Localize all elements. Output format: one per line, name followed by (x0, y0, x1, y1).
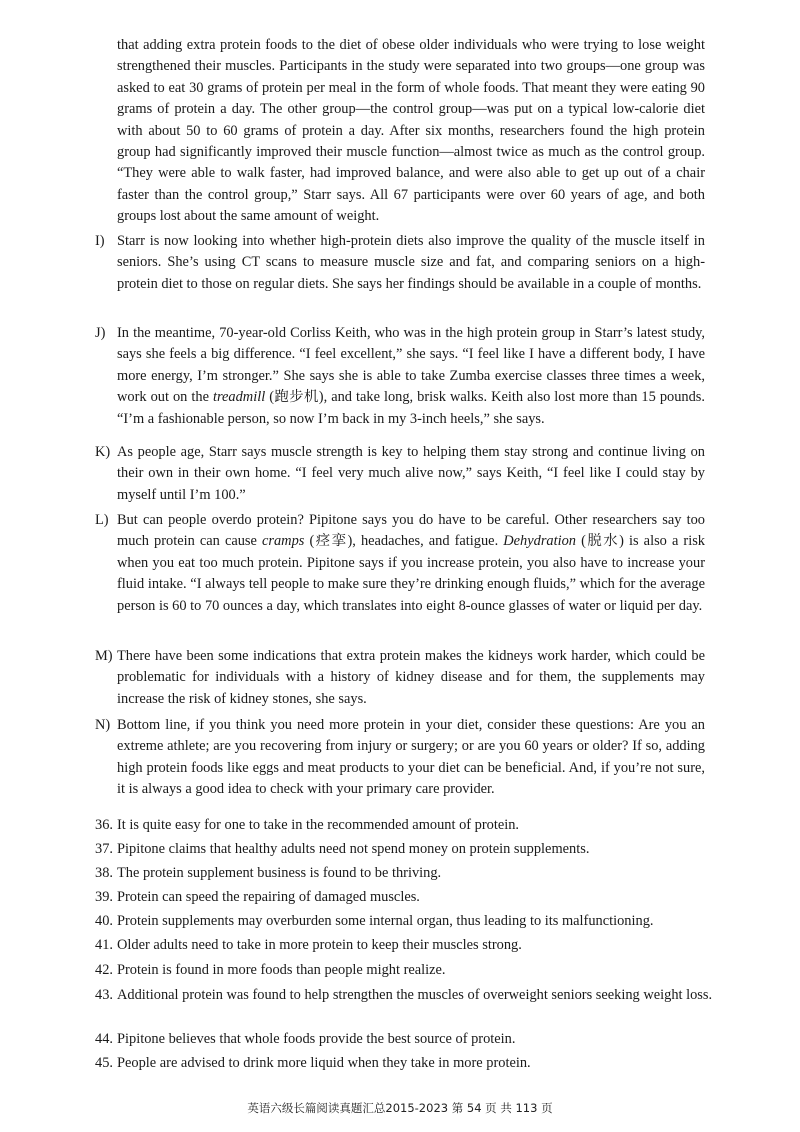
gloss: (跑步机) (265, 389, 324, 406)
question-text: It is quite easy for one to take in the recommended amount of protein. (117, 817, 520, 833)
paragraph-letter: I) (95, 233, 105, 249)
paragraph-letter: N) (95, 717, 111, 733)
question-text: Pipitone believes that whole foods provide the best source of protein. (117, 1031, 516, 1047)
gloss: (痉挛) (304, 533, 353, 550)
term-cramps: cramps (262, 533, 305, 550)
question-number: 40. (95, 913, 113, 929)
paragraph-letter: J) (95, 325, 106, 341)
paragraph-letter: L) (95, 512, 109, 528)
paragraph-j (95, 323, 705, 430)
question-number: 39. (95, 889, 113, 905)
paragraph-n (95, 715, 705, 801)
paragraph-k (95, 442, 705, 506)
paragraph-text: In the meantime, 70-year-old Corliss Keith, who was in the high protein group in Starr’s latest study, says she feels a big difference. “I feel excellent,” she says. “I feel like I have a different body, I have more energy, I’m stronger.” She says she is able to take Zumba exercise classes three times a week, work out on the treadmill (跑步机), and take long, brisk walks. Keith also lost more than 15 pounds. “I’m a fashionable person, so now I’m back in my 3-inch heels,” she says. (117, 325, 706, 427)
question-38 (95, 863, 715, 884)
question-text: Older adults need to take in more protein to keep their muscles strong. (117, 937, 522, 953)
term-dehydration: Dehydration (503, 533, 577, 550)
paragraph-l (95, 510, 705, 617)
question-42 (95, 960, 715, 981)
question-text: The protein supplement business is found to be thriving. (117, 865, 442, 881)
question-text: Protein can speed the repairing of damaged muscles. (117, 889, 420, 905)
question-39 (95, 887, 715, 908)
page-footer: 英语六级长篇阅读真题汇总2015-2023 第 54 页 共 113 页 (247, 1101, 553, 1115)
paragraph-letter: M) (95, 648, 113, 664)
question-36 (95, 815, 715, 836)
question-number: 42. (95, 962, 113, 978)
term-treadmill: treadmill (212, 389, 266, 406)
paragraph-letter: K) (95, 444, 111, 460)
question-text: Protein is found in more foods than people might realize. (117, 962, 446, 978)
paragraph-text: But can people overdo protein? Pipitone says you do have to be careful. Other researchers say too much protein can cause cramps (痉挛), headaches, and fatigue. Dehydration (脱水) is also a risk when you eat too much protein. Pipitone says if you increase protein, you also have to increase your fluid intake. “I always tell people to make sure they’re drinking enough fluids,” which for the average person is 60 to 70 ounces a day, which translates into eight 8-ounce glasses of water or liquid per day. (117, 512, 705, 614)
question-number: 41. (95, 937, 113, 953)
question-text: Pipitone claims that healthy adults need not spend money on protein supplements. (117, 841, 590, 857)
question-44 (95, 1029, 715, 1050)
question-number: 44. (95, 1031, 113, 1047)
paragraph-m (95, 646, 705, 710)
intro-paragraph: that adding extra protein foods to the diet of obese older individuals who were trying to lose weight strengthened their muscles. Participants in the study were separated into two groups—one group was asked to eat 30 grams of protein per meal in the form of whole foods. That meant they were eating 90 grams of protein a day. The other group—the control group—was put on a typical low-calorie diet with about 50 to 60 grams of protein a day. After six months, researchers found the high protein group had significantly improved their muscle function—almost twice as much as the control group. “They were able to walk faster, had improved balance, and were also able to get up out of a chair faster than the control group,” Starr says. All 67 participants were over 60 years of age, and both groups lost about the same amount of weight. (117, 37, 705, 225)
question-number: 45. (95, 1055, 113, 1071)
question-text: People are advised to drink more liquid when they take in more protein. (117, 1055, 531, 1071)
question-number: 37. (95, 841, 113, 857)
question-number: 43. (95, 987, 113, 1003)
paragraph-text: There have been some indications that extra protein makes the kidneys work harder, which could be problematic for individuals with a history of kidney disease and for them, the supplements may increase the risk of kidney stones, she says. (117, 648, 705, 707)
question-number: 38. (95, 865, 113, 881)
paragraph-text: As people age, Starr says muscle strength is key to helping them stay strong and continue living on their own in their own home. “I feel very much alive now,” says Keith, “I feel like I could stay by myself until I’m 100.” (117, 444, 705, 503)
question-37 (95, 839, 715, 860)
gloss: (脱水) (576, 533, 624, 550)
question-45 (95, 1053, 715, 1074)
paragraph-text: Bottom line, if you think you need more protein in your diet, consider these questions: Are you an extreme athlete; are you recovering from injury or surgery; or are you 60 years or older? If so, adding high protein foods like eggs and meat products to your diet can be beneficial. And, if you’re not sure, it is always a good idea to check with your primary care provider. (117, 717, 705, 798)
question-40 (95, 911, 715, 932)
paragraph-text: Starr is now looking into whether high-protein diets also improve the quality of the muscle itself in seniors. She’s using CT scans to measure muscle size and fat, and comparing seniors on a high-protein diet to those on regular diets. She says her findings should be available in a couple of months. (117, 233, 705, 292)
question-text: Protein supplements may overburden some internal organ, thus leading to its malfunctioning. (117, 913, 654, 929)
question-41 (95, 935, 715, 956)
question-43 (95, 985, 727, 1006)
paragraph-i (95, 231, 705, 295)
question-number: 36. (95, 817, 113, 833)
question-text: Additional protein was found to help strengthen the muscles of overweight seniors seeking weight loss. (117, 987, 713, 1003)
